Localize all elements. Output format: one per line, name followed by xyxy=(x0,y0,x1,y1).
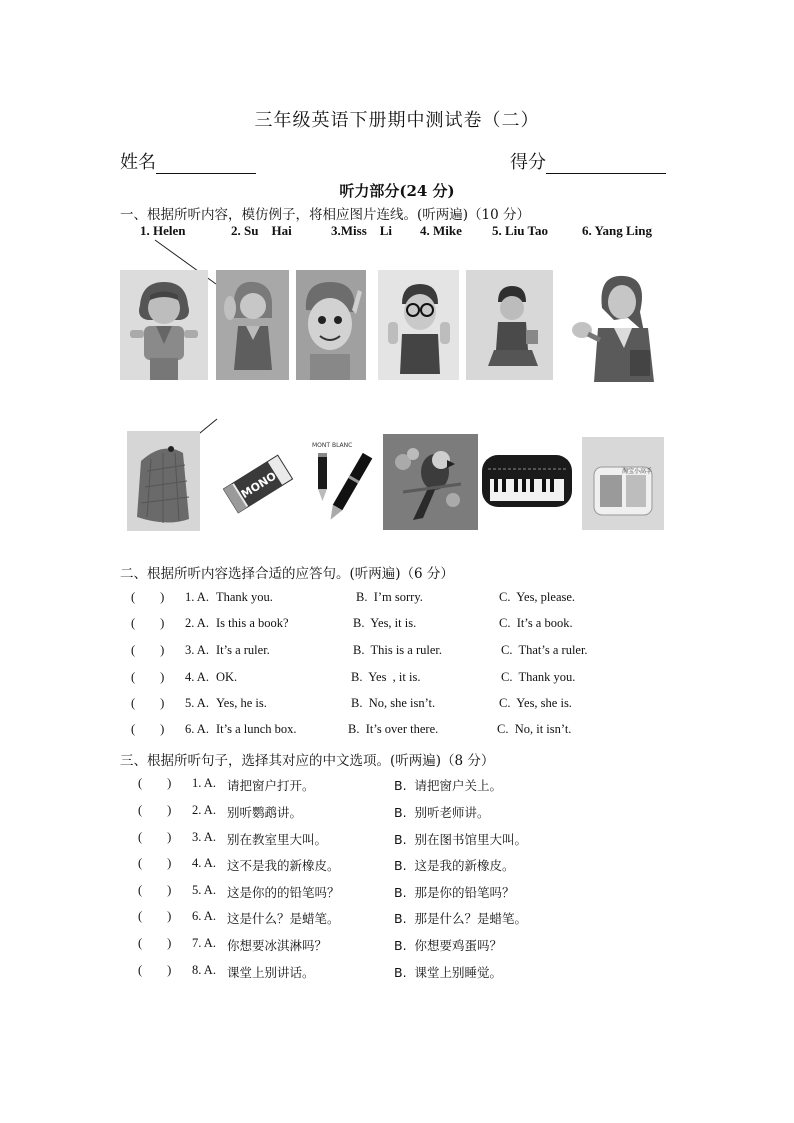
answer-paren[interactable]: ( ) xyxy=(131,616,165,630)
question-number: 4. A. xyxy=(185,670,209,684)
girl-icon[interactable] xyxy=(120,270,208,380)
woman-teacher-icon[interactable] xyxy=(568,268,660,382)
option-b[interactable]: B. 那是什么？是蜡笔。 xyxy=(394,911,527,926)
option-c[interactable]: C. Thank you. xyxy=(501,670,576,684)
listening-header: 听力部分(24 分) xyxy=(339,182,455,200)
option-a[interactable]: It’s a ruler. xyxy=(216,643,270,657)
option-a[interactable]: OK. xyxy=(216,670,238,684)
option-a[interactable]: Thank you. xyxy=(216,590,273,604)
option-b[interactable]: B. 那是你的铅笔吗？ xyxy=(394,885,515,900)
option-a[interactable]: 这是你的的铅笔吗？ xyxy=(227,885,340,900)
lunch-box-icon[interactable] xyxy=(582,437,664,530)
option-b[interactable]: B. 别在图书馆里大叫。 xyxy=(394,832,527,847)
name-blank[interactable] xyxy=(156,153,256,174)
question-number: 1. A. xyxy=(185,590,209,604)
boy-sitting-icon[interactable] xyxy=(466,270,553,380)
option-b[interactable]: B. 课堂上别睡觉。 xyxy=(394,965,502,980)
option-a[interactable]: 这是什么？是蜡笔。 xyxy=(227,911,340,926)
option-b[interactable]: B. This is a ruler. xyxy=(353,643,443,657)
section1-instruction: 一、根据所听内容，模仿例子，将相应图片连线。(听两遍)（10 分） xyxy=(120,207,531,223)
option-a[interactable]: 课堂上别讲话。 xyxy=(227,965,315,980)
answer-paren[interactable]: ( ) xyxy=(131,722,165,736)
answer-paren[interactable]: ( ) xyxy=(131,670,165,684)
name-item-6: 6. Yang Ling xyxy=(582,223,652,238)
pencil-case-icon[interactable] xyxy=(478,447,576,513)
pen-brand: MONT BLANC xyxy=(312,442,353,449)
name-item-3: 3.Miss Li xyxy=(331,223,393,238)
option-c[interactable]: C. Yes, she is. xyxy=(499,696,572,710)
eraser-icon[interactable] xyxy=(220,446,296,522)
answer-paren[interactable]: ( ) xyxy=(131,590,165,604)
option-c[interactable]: C. That’s a ruler. xyxy=(501,643,588,657)
option-b[interactable]: B. 你想要鸡蛋吗？ xyxy=(394,938,502,953)
option-c[interactable]: C. No, it isn’t. xyxy=(497,722,572,736)
score-field[interactable] xyxy=(510,148,666,174)
option-a[interactable]: Is this a book? xyxy=(216,616,289,630)
question-number: 6. A. xyxy=(192,909,216,923)
skirt-icon[interactable] xyxy=(127,431,200,531)
score-label: 得分 xyxy=(510,152,546,173)
question-number: 3. A. xyxy=(185,643,209,657)
section3-instruction: 三、根据所听句子，选择其对应的中文选项。(听两遍)（8 分） xyxy=(120,753,495,769)
option-b[interactable]: B. No, she isn’t. xyxy=(351,696,436,710)
option-a[interactable]: 你想要冰淇淋吗？ xyxy=(227,938,328,953)
answer-paren[interactable]: ( ) xyxy=(138,803,172,817)
option-a[interactable]: 请把窗户打开。 xyxy=(227,778,315,793)
option-b[interactable]: B. 请把窗户关上。 xyxy=(394,778,502,793)
answer-paren[interactable]: ( ) xyxy=(131,696,165,710)
page-title: 三年级英语下册期中测试卷（二） xyxy=(254,110,540,131)
name-item-2: 2. Su Hai xyxy=(231,223,292,238)
answer-paren[interactable]: ( ) xyxy=(138,909,172,923)
question-number: 2. A. xyxy=(185,616,209,630)
option-b[interactable]: B. 别听老师讲。 xyxy=(394,805,490,820)
question-number: 5. A. xyxy=(185,696,209,710)
girl-waving-icon[interactable] xyxy=(216,270,289,380)
answer-paren[interactable]: ( ) xyxy=(138,963,172,977)
option-a[interactable]: 别在教室里大叫。 xyxy=(227,832,328,847)
name-item-5: 5. Liu Tao xyxy=(492,223,549,238)
answer-paren[interactable]: ( ) xyxy=(138,776,172,790)
question-number: 4. A. xyxy=(192,856,216,870)
answer-paren[interactable]: ( ) xyxy=(138,830,172,844)
section2-instruction: 二、根据所听内容选择合适的应答句。(听两遍)（6 分） xyxy=(120,566,454,582)
boy-glasses-icon[interactable] xyxy=(378,270,459,380)
option-b[interactable]: B. 这是我的新橡皮。 xyxy=(394,858,515,873)
score-blank[interactable] xyxy=(546,153,666,174)
option-c[interactable]: C. It’s a book. xyxy=(499,616,573,630)
question-number: 1. A. xyxy=(192,776,216,790)
question-number: 8. A. xyxy=(192,963,216,977)
option-c[interactable]: C. Yes, please. xyxy=(499,590,576,604)
option-b[interactable]: B. Yes, it is. xyxy=(353,616,417,630)
parrot-icon[interactable] xyxy=(383,434,478,530)
boy-cartoon-icon[interactable] xyxy=(296,270,366,380)
fountain-pen-icon[interactable] xyxy=(306,437,374,529)
question-number: 2. A. xyxy=(192,803,216,817)
question-number: 7. A. xyxy=(192,936,216,950)
name-item-4: 4. Mike xyxy=(420,223,462,238)
answer-paren[interactable]: ( ) xyxy=(138,856,172,870)
eraser-label: MONO xyxy=(238,469,279,502)
answer-paren[interactable]: ( ) xyxy=(138,936,172,950)
name-label: 姓名 xyxy=(120,152,156,173)
question-number: 5. A. xyxy=(192,883,216,897)
option-b[interactable]: B. Yes , it is. xyxy=(351,670,421,684)
option-b[interactable]: B. It’s over there. xyxy=(348,722,439,736)
option-a[interactable]: 这不是我的新橡皮。 xyxy=(227,858,340,873)
question-number: 3. A. xyxy=(192,830,216,844)
answer-paren[interactable]: ( ) xyxy=(131,643,165,657)
option-a[interactable]: It’s a lunch box. xyxy=(216,722,297,736)
name-item-1: 1. Helen xyxy=(140,223,186,238)
option-b[interactable]: B. I’m sorry. xyxy=(356,590,423,604)
option-a[interactable]: Yes, he is. xyxy=(216,696,267,710)
lunchbox-label: 淘宝小高手 xyxy=(622,468,653,475)
question-number: 6. A. xyxy=(185,722,209,736)
name-field[interactable] xyxy=(120,148,256,174)
answer-paren[interactable]: ( ) xyxy=(138,883,172,897)
option-a[interactable]: 别听鹦鹉讲。 xyxy=(227,805,303,820)
